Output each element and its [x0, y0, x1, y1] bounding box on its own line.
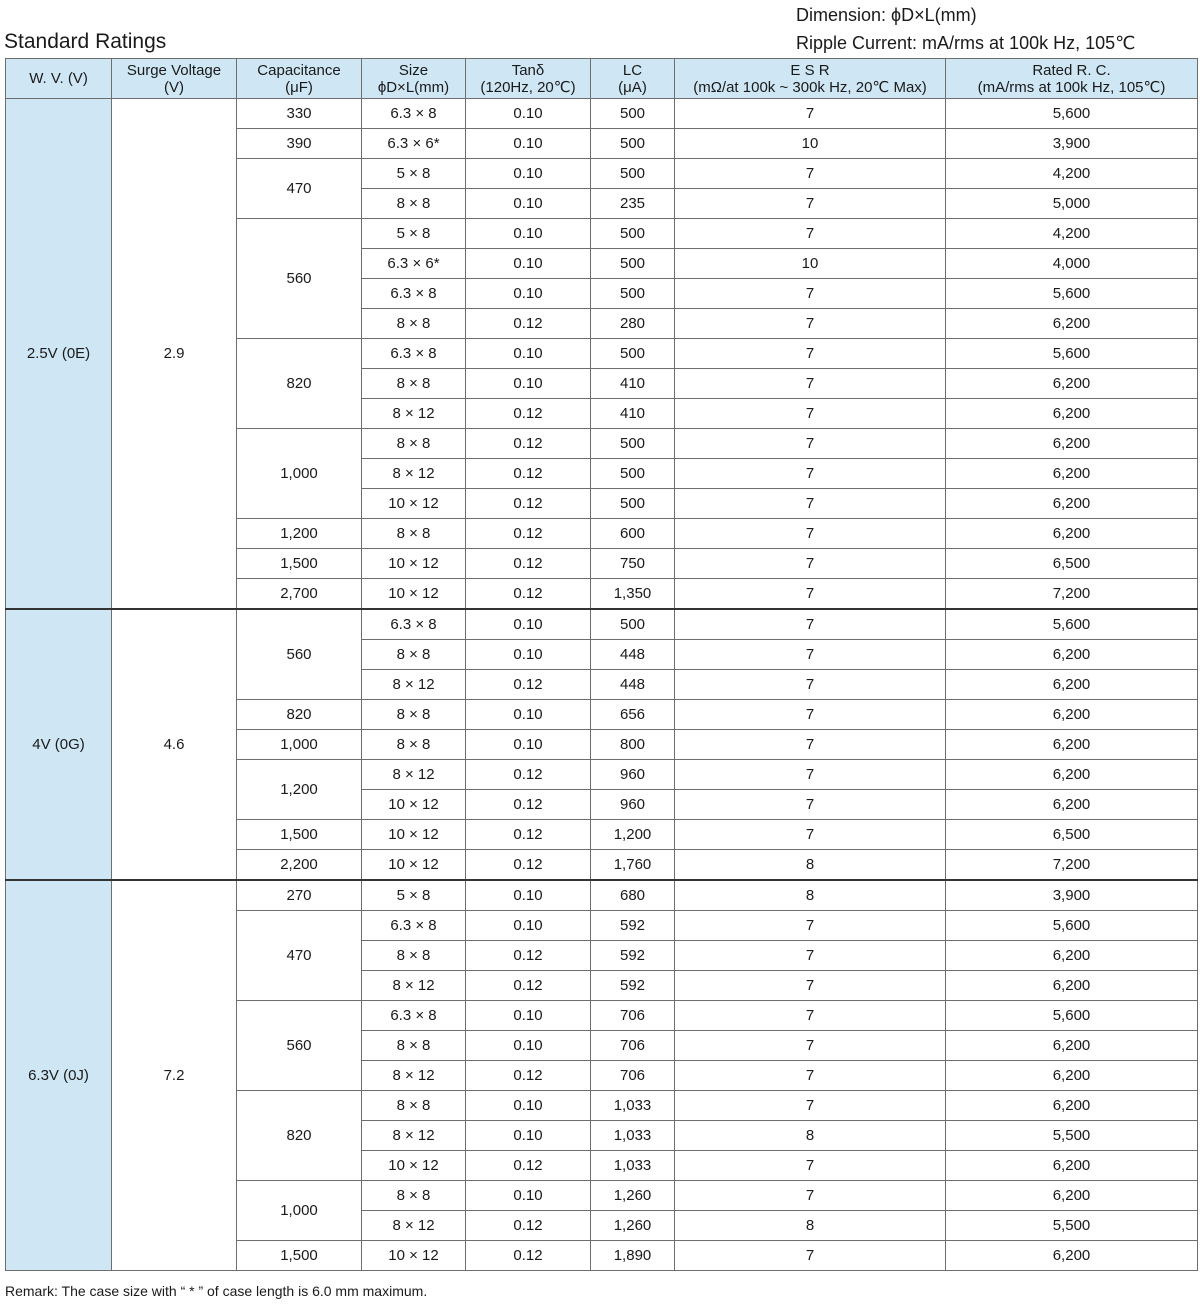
header-surge-voltage: Surge Voltage (V) — [112, 59, 237, 99]
tan-delta-cell: 0.12 — [466, 549, 591, 579]
rated-rc-cell: 6,200 — [946, 730, 1198, 760]
esr-cell: 7 — [675, 609, 946, 640]
esr-cell: 7 — [675, 459, 946, 489]
tan-delta-cell: 0.10 — [466, 219, 591, 249]
lc-cell: 592 — [591, 941, 675, 971]
lc-cell: 410 — [591, 399, 675, 429]
tan-delta-cell: 0.10 — [466, 911, 591, 941]
rated-rc-cell: 6,200 — [946, 790, 1198, 820]
size-cell: 6.3 × 8 — [362, 609, 466, 640]
tan-delta-cell: 0.10 — [466, 1181, 591, 1211]
rated-rc-cell: 6,200 — [946, 309, 1198, 339]
tan-delta-cell: 0.10 — [466, 159, 591, 189]
table-row — [6, 880, 1198, 911]
size-cell: 10 × 12 — [362, 579, 466, 610]
size-cell: 6.3 × 8 — [362, 99, 466, 129]
lc-cell: 500 — [591, 219, 675, 249]
rated-rc-cell: 6,200 — [946, 700, 1198, 730]
header-esr: E S R (mΩ/at 100k ~ 300k Hz, 20℃ Max) — [675, 59, 946, 99]
tan-delta-cell: 0.10 — [466, 1031, 591, 1061]
esr-cell: 7 — [675, 339, 946, 369]
size-cell: 10 × 12 — [362, 1151, 466, 1181]
size-cell: 10 × 12 — [362, 850, 466, 881]
rated-rc-cell: 4,200 — [946, 219, 1198, 249]
rated-rc-cell: 6,200 — [946, 1031, 1198, 1061]
lc-cell: 1,033 — [591, 1151, 675, 1181]
size-cell: 8 × 12 — [362, 1211, 466, 1241]
esr-cell: 7 — [675, 549, 946, 579]
tan-delta-cell: 0.10 — [466, 1001, 591, 1031]
size-cell: 8 × 8 — [362, 700, 466, 730]
lc-cell: 1,033 — [591, 1121, 675, 1151]
lc-cell: 960 — [591, 760, 675, 790]
esr-cell: 7 — [675, 670, 946, 700]
rated-rc-cell: 4,200 — [946, 159, 1198, 189]
lc-cell: 1,890 — [591, 1241, 675, 1271]
tan-delta-cell: 0.12 — [466, 670, 591, 700]
rated-rc-cell: 7,200 — [946, 579, 1198, 610]
tan-delta-cell: 0.10 — [466, 279, 591, 309]
capacitance-cell: 2,200 — [237, 850, 362, 881]
size-cell: 8 × 8 — [362, 640, 466, 670]
size-cell: 10 × 12 — [362, 489, 466, 519]
rated-rc-cell: 6,200 — [946, 640, 1198, 670]
size-cell: 8 × 12 — [362, 459, 466, 489]
size-cell: 5 × 8 — [362, 159, 466, 189]
tan-delta-cell: 0.12 — [466, 519, 591, 549]
capacitance-cell: 470 — [237, 159, 362, 219]
tan-delta-cell: 0.12 — [466, 429, 591, 459]
remark-note: Remark: The case size with “ * ” of case length is 6.0 mm maximum. — [5, 1283, 428, 1299]
tan-delta-cell: 0.10 — [466, 189, 591, 219]
lc-cell: 750 — [591, 549, 675, 579]
size-cell: 6.3 × 8 — [362, 339, 466, 369]
tan-delta-cell: 0.12 — [466, 1061, 591, 1091]
size-cell: 8 × 8 — [362, 941, 466, 971]
lc-cell: 448 — [591, 670, 675, 700]
lc-cell: 448 — [591, 640, 675, 670]
tan-delta-cell: 0.12 — [466, 820, 591, 850]
surge-voltage-cell: 4.6 — [112, 609, 237, 880]
esr-cell: 7 — [675, 99, 946, 129]
header-leakage-current: LC (μA) — [591, 59, 675, 99]
esr-cell: 7 — [675, 760, 946, 790]
tan-delta-cell: 0.10 — [466, 1121, 591, 1151]
esr-cell: 8 — [675, 880, 946, 911]
table-row — [6, 99, 1198, 129]
rated-rc-cell: 6,200 — [946, 1241, 1198, 1271]
header-row — [6, 59, 1198, 99]
capacitance-cell: 1,000 — [237, 730, 362, 760]
tan-delta-cell: 0.10 — [466, 640, 591, 670]
size-cell: 8 × 8 — [362, 519, 466, 549]
tan-delta-cell: 0.10 — [466, 609, 591, 640]
esr-cell: 7 — [675, 189, 946, 219]
lc-cell: 592 — [591, 971, 675, 1001]
esr-cell: 7 — [675, 1181, 946, 1211]
lc-cell: 500 — [591, 279, 675, 309]
lc-cell: 280 — [591, 309, 675, 339]
size-cell: 10 × 12 — [362, 549, 466, 579]
lc-cell: 1,260 — [591, 1181, 675, 1211]
esr-cell: 7 — [675, 1151, 946, 1181]
size-cell: 8 × 12 — [362, 1061, 466, 1091]
size-cell: 10 × 12 — [362, 1241, 466, 1271]
header-working-voltage: W. V. (V) — [6, 59, 112, 99]
tan-delta-cell: 0.10 — [466, 730, 591, 760]
rated-rc-cell: 5,600 — [946, 339, 1198, 369]
rated-rc-cell: 5,600 — [946, 609, 1198, 640]
rated-rc-cell: 5,600 — [946, 279, 1198, 309]
esr-cell: 7 — [675, 279, 946, 309]
lc-cell: 410 — [591, 369, 675, 399]
rated-rc-cell: 6,500 — [946, 820, 1198, 850]
page-title: Standard Ratings — [4, 30, 167, 53]
working-voltage-cell: 4V (0G) — [6, 609, 112, 880]
rated-rc-cell: 5,000 — [946, 189, 1198, 219]
tan-delta-cell: 0.12 — [466, 850, 591, 881]
tan-delta-cell: 0.12 — [466, 1151, 591, 1181]
ripple-current-note: Ripple Current: mA/rms at 100k Hz, 105℃ — [796, 33, 1136, 53]
tan-delta-cell: 0.10 — [466, 369, 591, 399]
rated-rc-cell: 6,200 — [946, 429, 1198, 459]
esr-cell: 7 — [675, 640, 946, 670]
rated-rc-cell: 6,200 — [946, 941, 1198, 971]
tan-delta-cell: 0.12 — [466, 971, 591, 1001]
rated-rc-cell: 3,900 — [946, 880, 1198, 911]
lc-cell: 500 — [591, 429, 675, 459]
size-cell: 8 × 12 — [362, 760, 466, 790]
esr-cell: 7 — [675, 730, 946, 760]
rated-rc-cell: 5,500 — [946, 1211, 1198, 1241]
header-capacitance: Capacitance (μF) — [237, 59, 362, 99]
tan-delta-cell: 0.12 — [466, 459, 591, 489]
tan-delta-cell: 0.12 — [466, 1211, 591, 1241]
rated-rc-cell: 6,200 — [946, 1091, 1198, 1121]
lc-cell: 656 — [591, 700, 675, 730]
esr-cell: 8 — [675, 1211, 946, 1241]
lc-cell: 500 — [591, 339, 675, 369]
lc-cell: 706 — [591, 1061, 675, 1091]
rated-rc-cell: 7,200 — [946, 850, 1198, 881]
rated-rc-cell: 6,200 — [946, 1181, 1198, 1211]
header-size: Size ϕD×L(mm) — [362, 59, 466, 99]
size-cell: 8 × 8 — [362, 1181, 466, 1211]
header-rated-ripple-current: Rated R. C. (mA/rms at 100k Hz, 105℃) — [946, 59, 1198, 99]
capacitance-cell: 470 — [237, 911, 362, 1001]
esr-cell: 7 — [675, 1001, 946, 1031]
capacitance-cell: 1,500 — [237, 1241, 362, 1271]
tan-delta-cell: 0.12 — [466, 941, 591, 971]
lc-cell: 592 — [591, 911, 675, 941]
size-cell: 10 × 12 — [362, 790, 466, 820]
esr-cell: 7 — [675, 1061, 946, 1091]
size-cell: 6.3 × 8 — [362, 911, 466, 941]
rated-rc-cell: 5,600 — [946, 99, 1198, 129]
tan-delta-cell: 0.12 — [466, 489, 591, 519]
capacitance-cell: 1,500 — [237, 549, 362, 579]
esr-cell: 8 — [675, 1121, 946, 1151]
lc-cell: 706 — [591, 1031, 675, 1061]
capacitance-cell: 1,000 — [237, 429, 362, 519]
esr-cell: 7 — [675, 911, 946, 941]
rated-rc-cell: 6,200 — [946, 399, 1198, 429]
dimension-note: Dimension: ϕD×L(mm) — [796, 5, 977, 25]
tan-delta-cell: 0.10 — [466, 249, 591, 279]
tan-delta-cell: 0.10 — [466, 129, 591, 159]
esr-cell: 7 — [675, 579, 946, 610]
esr-cell: 7 — [675, 1241, 946, 1271]
rated-rc-cell: 5,500 — [946, 1121, 1198, 1151]
rated-rc-cell: 6,200 — [946, 971, 1198, 1001]
lc-cell: 500 — [591, 489, 675, 519]
tan-delta-cell: 0.12 — [466, 760, 591, 790]
esr-cell: 8 — [675, 850, 946, 881]
lc-cell: 235 — [591, 189, 675, 219]
rated-rc-cell: 6,200 — [946, 1061, 1198, 1091]
working-voltage-cell: 2.5V (0E) — [6, 99, 112, 610]
tan-delta-cell: 0.10 — [466, 880, 591, 911]
size-cell: 6.3 × 6* — [362, 129, 466, 159]
esr-cell: 7 — [675, 700, 946, 730]
table-row — [6, 609, 1198, 640]
size-cell: 8 × 8 — [362, 309, 466, 339]
tan-delta-cell: 0.12 — [466, 399, 591, 429]
size-cell: 6.3 × 6* — [362, 249, 466, 279]
capacitance-cell: 820 — [237, 339, 362, 429]
size-cell: 5 × 8 — [362, 880, 466, 911]
tan-delta-cell: 0.10 — [466, 99, 591, 129]
capacitance-cell: 270 — [237, 880, 362, 911]
lc-cell: 500 — [591, 459, 675, 489]
esr-cell: 7 — [675, 1031, 946, 1061]
capacitance-cell: 2,700 — [237, 579, 362, 610]
capacitance-cell: 560 — [237, 219, 362, 339]
tan-delta-cell: 0.12 — [466, 579, 591, 610]
capacitance-cell: 560 — [237, 609, 362, 700]
surge-voltage-cell: 2.9 — [112, 99, 237, 610]
rated-rc-cell: 6,200 — [946, 489, 1198, 519]
size-cell: 6.3 × 8 — [362, 279, 466, 309]
size-cell: 8 × 8 — [362, 730, 466, 760]
capacitance-cell: 560 — [237, 1001, 362, 1091]
lc-cell: 1,200 — [591, 820, 675, 850]
esr-cell: 7 — [675, 159, 946, 189]
esr-cell: 7 — [675, 309, 946, 339]
rated-rc-cell: 6,200 — [946, 519, 1198, 549]
size-cell: 10 × 12 — [362, 820, 466, 850]
ratings-body — [6, 99, 1198, 1271]
capacitance-cell: 1,200 — [237, 760, 362, 820]
lc-cell: 1,760 — [591, 850, 675, 881]
lc-cell: 1,260 — [591, 1211, 675, 1241]
esr-cell: 7 — [675, 489, 946, 519]
header-tan-delta: Tanδ (120Hz, 20℃) — [466, 59, 591, 99]
size-cell: 8 × 8 — [362, 1091, 466, 1121]
lc-cell: 500 — [591, 609, 675, 640]
lc-cell: 960 — [591, 790, 675, 820]
capacitance-cell: 1,500 — [237, 820, 362, 850]
esr-cell: 7 — [675, 820, 946, 850]
tan-delta-cell: 0.10 — [466, 700, 591, 730]
lc-cell: 500 — [591, 159, 675, 189]
esr-cell: 7 — [675, 369, 946, 399]
esr-cell: 7 — [675, 429, 946, 459]
lc-cell: 500 — [591, 99, 675, 129]
tan-delta-cell: 0.12 — [466, 1241, 591, 1271]
esr-cell: 7 — [675, 1091, 946, 1121]
lc-cell: 800 — [591, 730, 675, 760]
tan-delta-cell: 0.12 — [466, 309, 591, 339]
esr-cell: 7 — [675, 219, 946, 249]
rated-rc-cell: 6,200 — [946, 459, 1198, 489]
esr-cell: 7 — [675, 519, 946, 549]
lc-cell: 500 — [591, 249, 675, 279]
lc-cell: 1,350 — [591, 579, 675, 610]
working-voltage-cell: 6.3V (0J) — [6, 880, 112, 1271]
esr-cell: 7 — [675, 790, 946, 820]
esr-cell: 7 — [675, 971, 946, 1001]
size-cell: 8 × 12 — [362, 1121, 466, 1151]
tan-delta-cell: 0.10 — [466, 1091, 591, 1121]
capacitance-cell: 390 — [237, 129, 362, 159]
rated-rc-cell: 3,900 — [946, 129, 1198, 159]
lc-cell: 500 — [591, 129, 675, 159]
tan-delta-cell: 0.10 — [466, 339, 591, 369]
rated-rc-cell: 6,200 — [946, 670, 1198, 700]
size-cell: 8 × 12 — [362, 399, 466, 429]
capacitance-cell: 820 — [237, 700, 362, 730]
capacitance-cell: 1,000 — [237, 1181, 362, 1241]
size-cell: 8 × 8 — [362, 1031, 466, 1061]
lc-cell: 680 — [591, 880, 675, 911]
capacitance-cell: 820 — [237, 1091, 362, 1181]
esr-cell: 7 — [675, 399, 946, 429]
esr-cell: 10 — [675, 249, 946, 279]
tan-delta-cell: 0.12 — [466, 790, 591, 820]
rated-rc-cell: 6,500 — [946, 549, 1198, 579]
rated-rc-cell: 5,600 — [946, 911, 1198, 941]
rated-rc-cell: 6,200 — [946, 369, 1198, 399]
size-cell: 8 × 8 — [362, 429, 466, 459]
rated-rc-cell: 4,000 — [946, 249, 1198, 279]
surge-voltage-cell: 7.2 — [112, 880, 237, 1271]
lc-cell: 1,033 — [591, 1091, 675, 1121]
size-cell: 5 × 8 — [362, 219, 466, 249]
standard-ratings-table — [5, 58, 1198, 1271]
size-cell: 8 × 8 — [362, 189, 466, 219]
size-cell: 6.3 × 8 — [362, 1001, 466, 1031]
size-cell: 8 × 12 — [362, 670, 466, 700]
rated-rc-cell: 6,200 — [946, 760, 1198, 790]
size-cell: 8 × 8 — [362, 369, 466, 399]
size-cell: 8 × 12 — [362, 971, 466, 1001]
lc-cell: 706 — [591, 1001, 675, 1031]
esr-cell: 10 — [675, 129, 946, 159]
rated-rc-cell: 5,600 — [946, 1001, 1198, 1031]
rated-rc-cell: 6,200 — [946, 1151, 1198, 1181]
esr-cell: 7 — [675, 941, 946, 971]
lc-cell: 600 — [591, 519, 675, 549]
capacitance-cell: 330 — [237, 99, 362, 129]
capacitance-cell: 1,200 — [237, 519, 362, 549]
